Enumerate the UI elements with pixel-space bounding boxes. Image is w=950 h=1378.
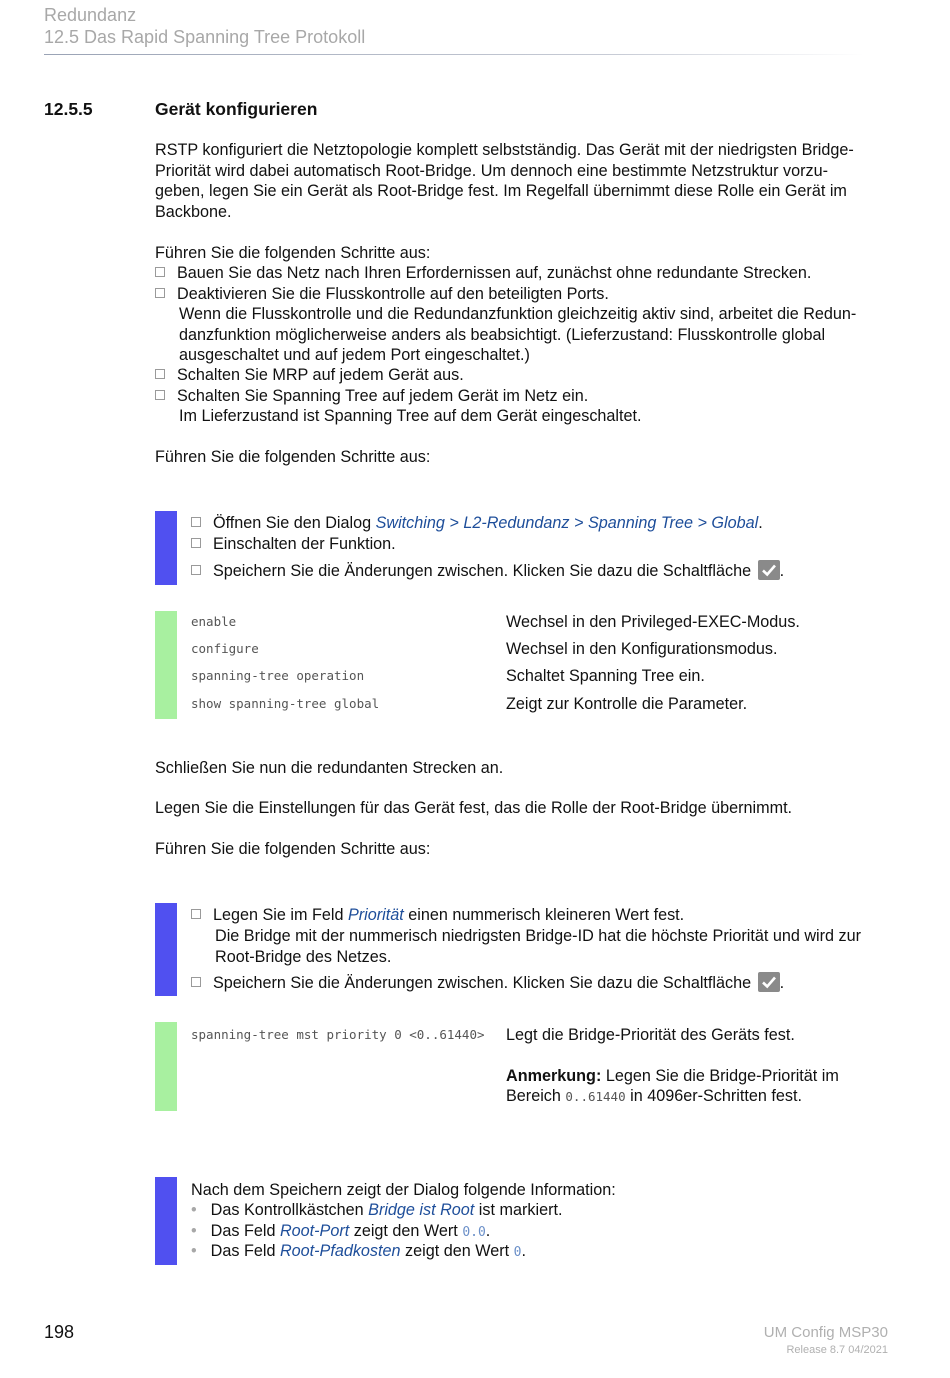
checkbox-icon (191, 977, 201, 987)
checkbox-icon (191, 538, 201, 548)
gui-marker-bar (155, 511, 177, 585)
steps-outro: Führen Sie die folgenden Schritte aus: (155, 448, 431, 466)
cli-command: spanning-tree operation (191, 668, 365, 683)
info-text: zeigt den Wert (349, 1222, 463, 1240)
step-text: Speichern Sie die Änderungen zwischen. Klicken Sie dazu die Schaltfläche (213, 974, 752, 992)
step-item (155, 263, 811, 284)
step-text: Öffnen Sie den Dialog (213, 514, 376, 532)
dialog-path: Switching > L2-Redundanz > Spanning Tree > Global (375, 514, 759, 532)
note-line: danzfunktion möglicherweise anders als beabsichtigt. (Lieferzustand: Flusskontrolle global (179, 325, 826, 344)
gui-step (191, 560, 784, 582)
checkbox-icon (155, 288, 165, 298)
footer-doc: UM Config MSP30 (763, 1324, 888, 1341)
text-paragraph: Schließen Sie nun die redundanten Strecken an. (155, 759, 504, 777)
punct: . (521, 1242, 526, 1260)
step-text: Schalten Sie Spanning Tree auf jedem Gerät im Netz ein. (177, 387, 589, 405)
note-line: Wenn die Flusskontrolle und die Redundanzfunktion gleichzeitig aktiv sind, arbeitet die Redun- (179, 305, 857, 323)
field-name: Priorität (347, 906, 404, 924)
step-text: Deaktivieren Sie die Flusskontrolle auf den beteiligten Ports. (177, 285, 609, 303)
punct: . (779, 974, 785, 992)
section-number: 12.5.5 (44, 99, 93, 119)
intro-line: geben, legen Sie ein Gerät als Root-Bridge fest. Im Regelfall übernimmt diese Rolle ein Gerät im (155, 182, 847, 200)
info-text: zeigt den Wert (400, 1242, 514, 1260)
step-item (155, 284, 609, 305)
save-check-icon (758, 972, 780, 992)
cli-command: spanning-tree mst priority 0 <0..61440> (191, 1027, 485, 1042)
info-bullet-item (191, 1200, 562, 1221)
step-text: Schalten Sie MRP auf jedem Gerät aus. (177, 366, 464, 384)
field-value: 0.0 (462, 1225, 486, 1240)
field-value: 0 (513, 1245, 522, 1260)
step-note: Im Lieferzustand ist Spanning Tree auf dem Gerät eingeschaltet. (179, 407, 642, 425)
note-text: Legen Sie die Bridge-Priorität im (601, 1067, 839, 1085)
range-value: 0..61440 (565, 1089, 626, 1104)
punct: . (779, 562, 785, 580)
intro-paragraph (155, 140, 895, 222)
checkbox-icon (191, 565, 201, 575)
step-text: einen nummerisch kleineren Wert fest. (403, 906, 685, 924)
gui-step (191, 513, 763, 534)
checkbox-icon (155, 390, 165, 400)
gui-step (191, 534, 396, 555)
info-text: ist markiert. (474, 1201, 563, 1219)
info-intro: Nach dem Speichern zeigt der Dialog folgende Information: (191, 1181, 616, 1199)
cli-note (506, 1066, 839, 1087)
gui-step (191, 905, 684, 926)
cli-command: show spanning-tree global (191, 696, 380, 711)
checkbox-icon (155, 267, 165, 277)
step-item (155, 386, 588, 407)
step-text: Speichern Sie die Änderungen zwischen. Klicken Sie dazu die Schaltfläche (213, 562, 752, 580)
header-chapter: Redundanz (44, 5, 137, 25)
header-rule (44, 54, 864, 55)
bullet-icon: • (191, 1242, 197, 1260)
info-text: Das Feld (210, 1242, 280, 1260)
info-bullet-item (191, 1241, 526, 1264)
step-text: Einschalten der Funktion. (213, 535, 396, 553)
note-text: Bereich (506, 1087, 566, 1105)
checkbox-icon (155, 369, 165, 379)
checkbox-icon (191, 517, 201, 527)
steps-intro: Führen Sie die folgenden Schritte aus: (155, 244, 431, 262)
intro-line: Backbone. (155, 202, 232, 221)
save-check-icon (758, 560, 780, 580)
intro-line: RSTP konfiguriert die Netztopologie komplett selbstständig. Das Gerät mit der niedrigsten Bridge- (155, 141, 854, 159)
cli-marker-bar (155, 611, 177, 719)
section-title: Gerät konfigurieren (155, 99, 318, 119)
cli-note (506, 1086, 802, 1108)
punct: . (485, 1222, 491, 1240)
footer-release: Release 8.7 04/2021 (786, 1344, 888, 1356)
gui-marker-bar (155, 903, 177, 996)
text-paragraph: Führen Sie die folgenden Schritte aus: (155, 840, 431, 858)
field-name: Root-Port (279, 1222, 350, 1240)
cli-description: Wechsel in den Privileged-EXEC-Modus. (506, 613, 800, 631)
cli-command: enable (191, 614, 237, 629)
cli-marker-bar (155, 1022, 177, 1111)
header-section: 12.5 Das Rapid Spanning Tree Protokoll (44, 27, 366, 47)
text-paragraph: Legen Sie die Einstellungen für das Gerät fest, das die Rolle der Root-Bridge übernimmt. (155, 799, 793, 817)
step-text: Legen Sie im Feld (213, 906, 348, 924)
step-text: Bauen Sie das Netz nach Ihren Erfordernissen auf, zunächst ohne redundante Strecken. (177, 264, 812, 282)
note-line: ausgeschaltet und auf jedem Port eingeschaltet.) (179, 346, 530, 364)
info-text: Das Kontrollkästchen (210, 1201, 369, 1219)
bullet-icon: • (191, 1222, 197, 1240)
page-number: 198 (44, 1322, 75, 1342)
cli-description: Schaltet Spanning Tree ein. (506, 667, 705, 685)
gui-step (191, 972, 784, 994)
step-item (155, 365, 464, 386)
field-name: Bridge ist Root (368, 1201, 475, 1219)
cli-command: configure (191, 641, 259, 656)
note-label: Anmerkung: (506, 1067, 602, 1085)
punct: . (758, 514, 763, 532)
step-note (179, 304, 899, 366)
field-name: Root-Pfadkosten (279, 1242, 401, 1260)
checkbox-icon (191, 909, 201, 919)
intro-line: Priorität wird dabei automatisch Root-Bridge. Um dennoch eine bestimmte Netzstruktur vorzu- (155, 161, 828, 180)
bullet-icon: • (191, 1201, 197, 1219)
gui-marker-bar (155, 1177, 177, 1265)
cli-description: Zeigt zur Kontrolle die Parameter. (506, 695, 748, 713)
cli-description: Wechsel in den Konfigurationsmodus. (506, 640, 778, 658)
cli-description: Legt die Bridge-Priorität des Geräts fest. (506, 1026, 795, 1044)
info-text: Das Feld (210, 1222, 280, 1240)
note-line: Die Bridge mit der nummerisch niedrigsten Bridge-ID hat die höchste Priorität und wird zur (215, 927, 861, 945)
note-line: Root-Bridge des Netzes. (215, 947, 392, 966)
step-note (215, 926, 905, 967)
note-text: in 4096er-Schritten fest. (625, 1087, 802, 1105)
